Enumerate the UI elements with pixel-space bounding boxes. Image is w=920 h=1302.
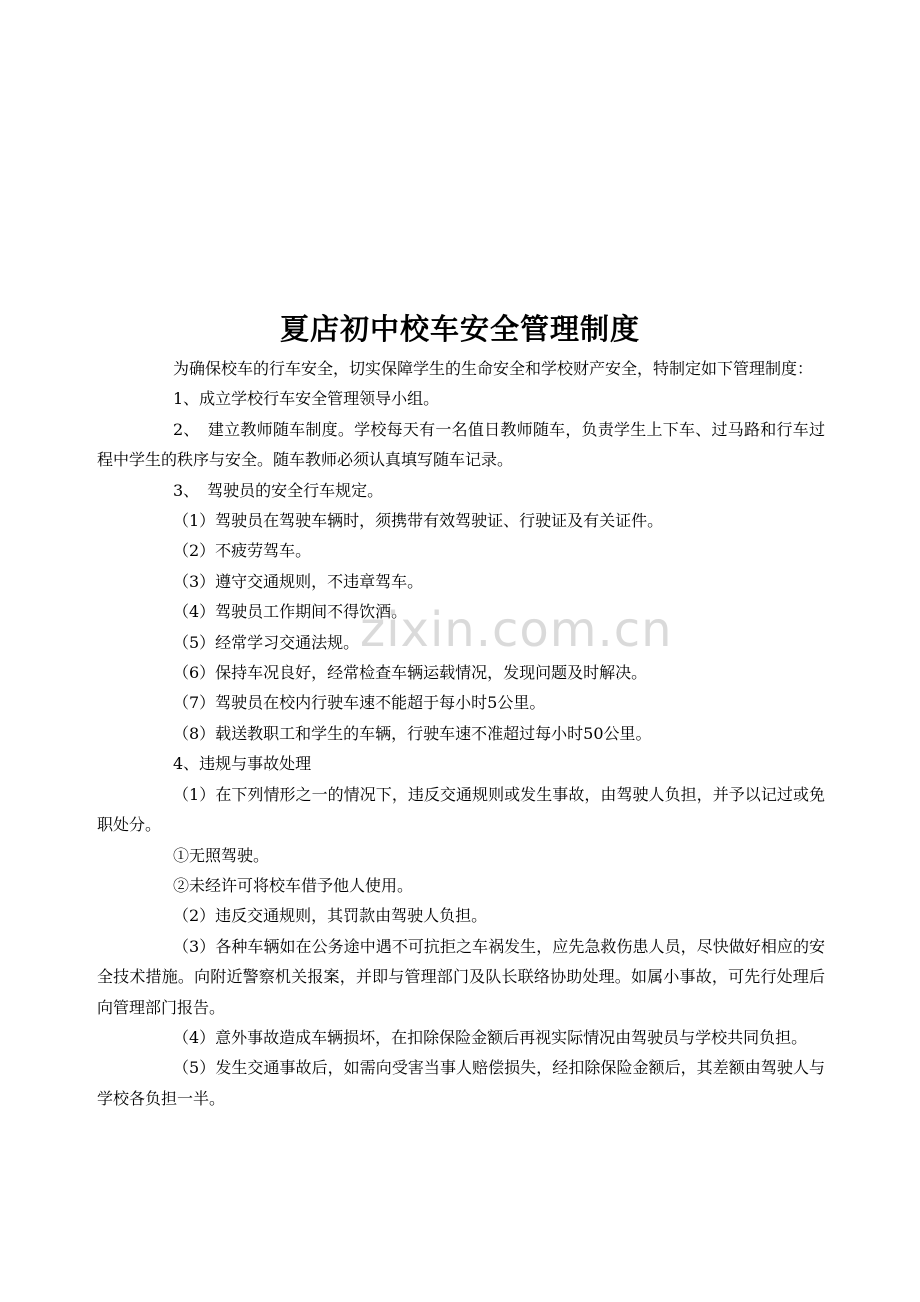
paragraph-violation-1: （1）在下列情形之一的情况下，违反交通规则或发生事故，由驾驶人负担，并予以记过或免职处分。 — [97, 784, 825, 835]
paragraph-rule-3: （3）遵守交通规则，不违章驾车。 — [173, 571, 424, 591]
paragraph-rule-7: （7）驾驶员在校内行驶车速不能超于每小时5公里。 — [173, 693, 546, 713]
document-title: 夏店初中校车安全管理制度 — [279, 312, 640, 346]
paragraph-violation-1b: ②未经许可将校车借予他人使用。 — [173, 875, 414, 895]
paragraph-intro: 为确保校车的行车安全，切实保障学生的生命安全和学校财产安全，特制定如下管理制度： — [173, 359, 814, 378]
paragraph-violation-1a: ①无照驾驶。 — [173, 845, 270, 865]
paragraph-rule-4: （4）驾驶员工作期间不得饮酒。 — [173, 602, 408, 622]
paragraph-violation-4: （4）意外事故造成车辆损坏，在扣除保险金额后再视实际情况由驾驶员与学校共同负担。 — [173, 1027, 808, 1047]
paragraph-violation-5: （5）发生交通事故后，如需向受害当事人赔偿损失，经扣除保险金额后，其差额由驾驶人与学校各负担一半。 — [97, 1058, 825, 1108]
watermark-text: zixin.com.cn — [360, 602, 673, 658]
paragraph-rule-2: （2）不疲劳驾车。 — [173, 541, 312, 561]
document-body — [97, 354, 825, 1114]
paragraph-item-1: 1、成立学校行车安全管理领导小组。 — [173, 389, 440, 409]
paragraph-rule-5: （5）经常学习交通法规。 — [173, 632, 360, 652]
paragraph-rule-8: （8）载送教职工和学生的车辆，行驶车速不准超过每小时50公里。 — [173, 723, 652, 743]
paragraph-item-2: 2、 建立教师随车制度。学校每天有一名值日教师随车，负责学生上下车、过马路和行车过程中学生的秩序与安全。随车教师必须认真填写随车记录。 — [97, 419, 825, 470]
paragraph-violation-3: （3）各种车辆如在公务途中遇不可抗拒之车祸发生，应先急救伤患人员，尽快做好相应的安全技术措施。向附近警察机关报案，并即与管理部门及队长联络协助处理。如属小事故，可先行处理后向管理部门报告。 — [97, 936, 825, 1017]
paragraph-item-4: 4、违规与事故处理 — [173, 754, 312, 774]
paragraph-violation-2: （2）违反交通规则，其罚款由驾驶人负担。 — [173, 906, 488, 926]
paragraph-rule-6: （6）保持车况良好，经常检查车辆运载情况，发现问题及时解决。 — [173, 663, 648, 683]
paragraph-item-3: 3、 驾驶员的安全行车规定。 — [173, 480, 384, 500]
paragraph-rule-1: （1）驾驶员在驾驶车辆时，须携带有效驾驶证、行驶证及有关证件。 — [173, 511, 664, 531]
